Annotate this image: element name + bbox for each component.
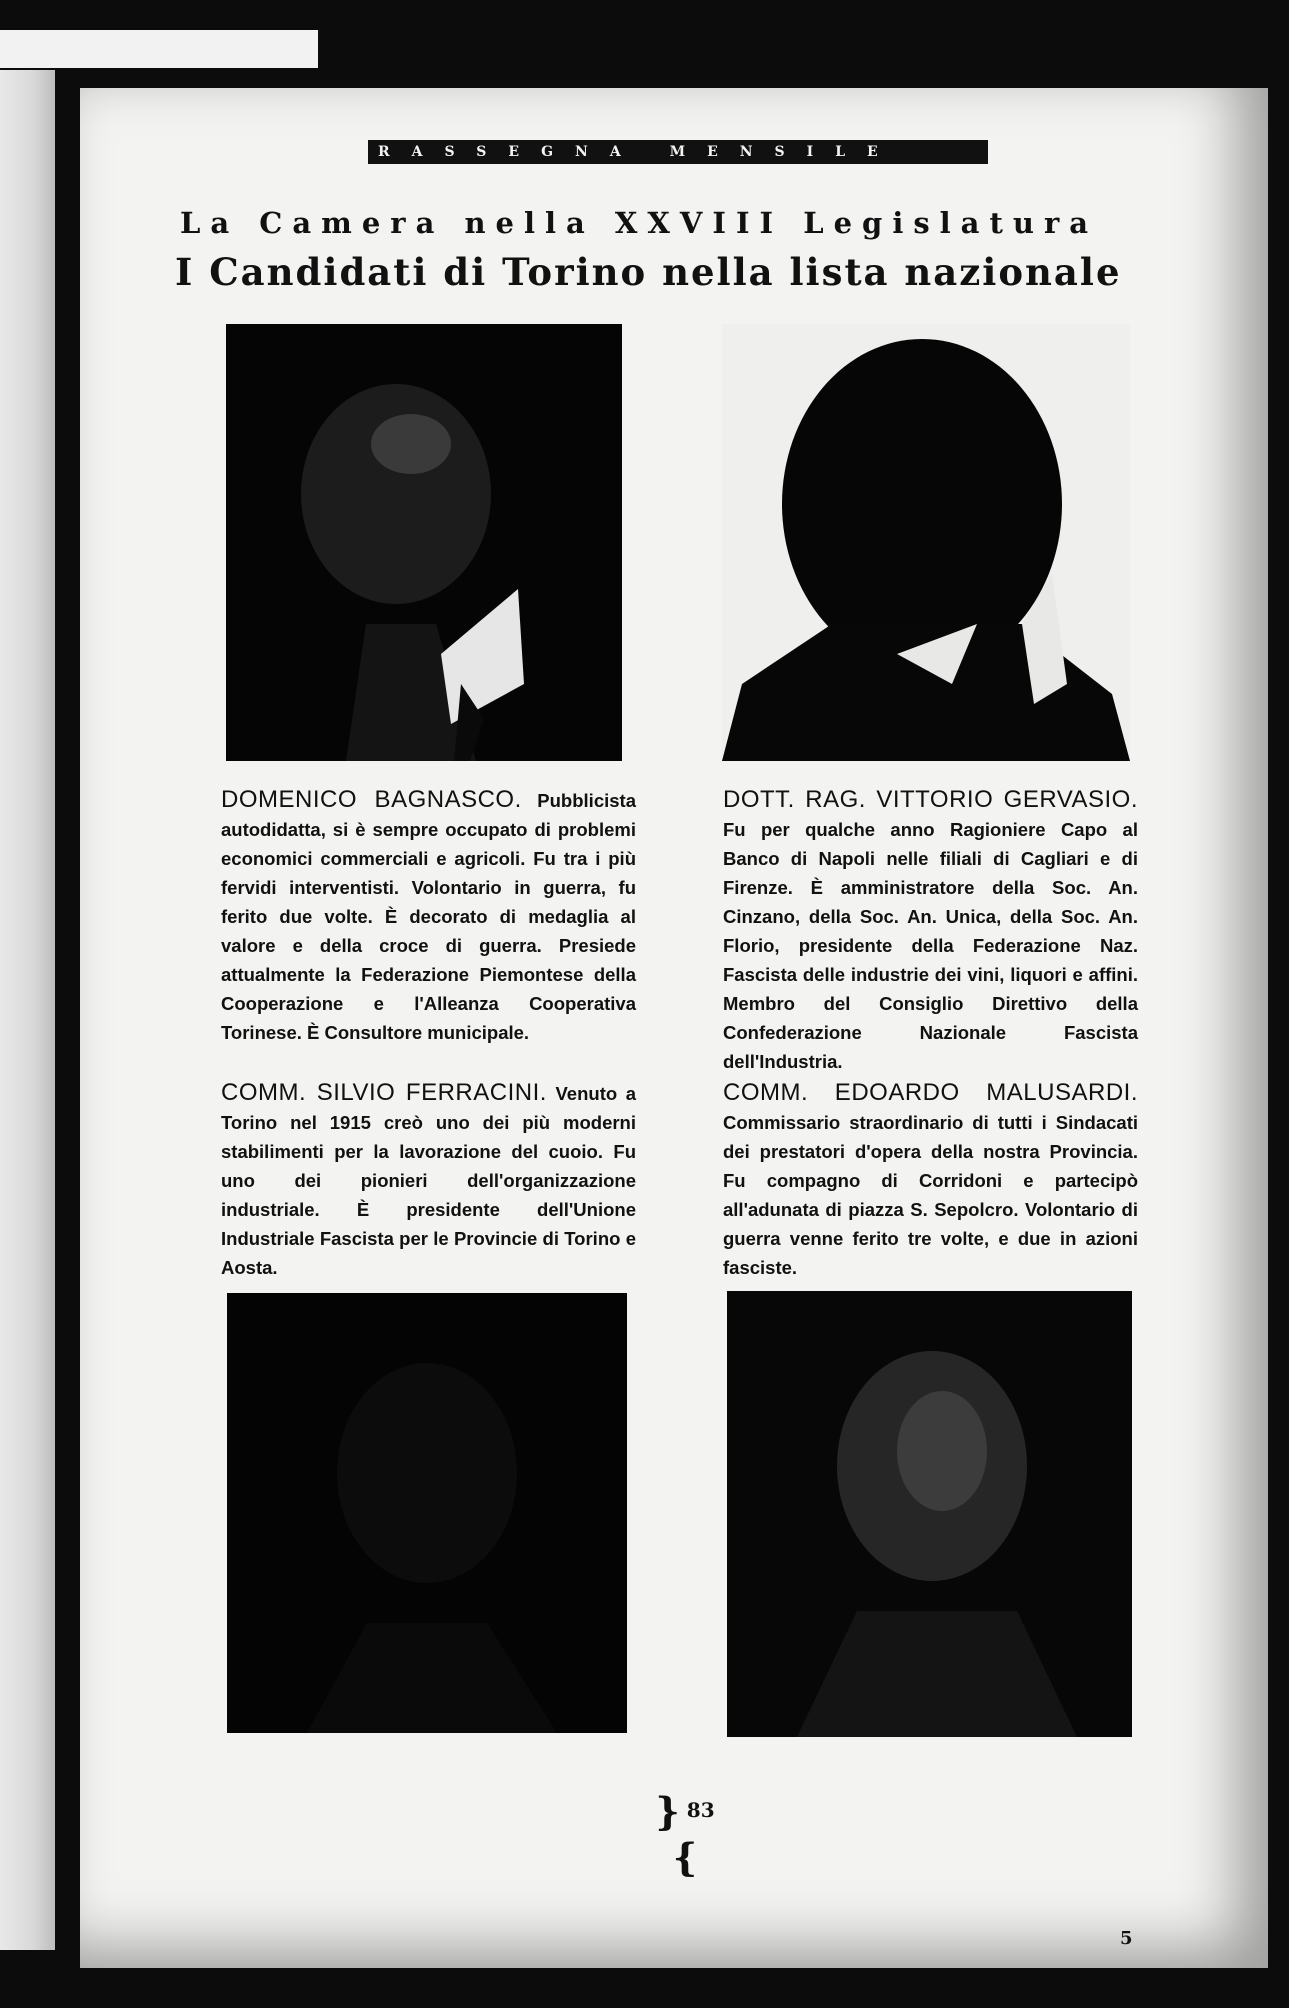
scan-border xyxy=(0,30,318,68)
candidate-bio: Commissario straordinario di tutti i Sindacati dei prestatori d'opera della nostra Provincia. Fu compagno di Corridoni e partecipò all'adunata di piazza S. Sepolcro. Volontario di guerra venne ferito tre volte, e due in azioni fasciste. xyxy=(723,1112,1138,1278)
left-page-edge xyxy=(0,70,55,1950)
portrait-photo-malusardi xyxy=(727,1291,1132,1737)
masthead xyxy=(368,140,988,164)
bio-gervasio xyxy=(723,785,1138,1076)
left-ornament: } xyxy=(655,1788,680,1834)
masthead-label: RASSEGNA MENSILE xyxy=(378,144,900,160)
portrait-photo-bagnasco xyxy=(226,324,622,761)
right-ornament: { xyxy=(672,1834,698,1879)
section-kicker: La Camera nella XXVIII Legislatura xyxy=(180,206,1099,240)
candidate-name: DOMENICO BAGNASCO. xyxy=(221,786,522,813)
candidate-bio: Fu per qualche anno Ragioniere Capo al Banco di Napoli nelle filiali di Cagliari e di Firenze. È amministratore della Soc. An. Cinzano, della Soc. An. Unica, della Soc. An. Florio, presidente della Federazione Naz. Fascista delle industrie dei vini, liquori e affini. Membro del Consiglio Direttivo della Confederazione Nazionale Fascista dell'Industria. xyxy=(723,819,1138,1072)
candidate-name: COMM. SILVIO FERRACINI. xyxy=(221,1079,547,1106)
magazine-page xyxy=(80,88,1268,1968)
candidate-bio: Venuto a Torino nel 1915 creò uno dei più moderni stabilimenti per la lavorazione del cuoio. Fu uno dei pionieri dell'organizzazione industriale. È presidente dell'Unione Industriale Fascista per le Provincie di Torino e Aosta. xyxy=(221,1083,636,1278)
candidate-name: COMM. EDOARDO MALUSARDI. xyxy=(723,1079,1138,1106)
portrait-photo-ferracini xyxy=(227,1293,627,1733)
portrait-photo-gervasio xyxy=(722,324,1130,761)
page-title: I Candidati di Torino nella lista nazionale xyxy=(175,250,1122,294)
signature-mark: 5 xyxy=(1120,1928,1133,1949)
candidate-bio: Pubblicista autodidatta, si è sempre occupato di problemi economici commerciali e agricoli. Fu tra i più fervidi interventisti. Volontario in guerra, fu ferito due volte. È decorato di medaglia al valore e della croce di guerra. Presiede attualmente la Federazione Piemontese della Cooperazione e l'Alleanza Cooperativa Torinese. È Consultore municipale. xyxy=(221,790,636,1043)
page-number-value: 83 xyxy=(686,1798,715,1822)
page-number xyxy=(640,1788,730,1879)
bio-bagnasco xyxy=(221,785,636,1047)
bio-malusardi xyxy=(723,1078,1138,1282)
bio-ferracini xyxy=(221,1078,636,1282)
candidate-name: DOTT. RAG. VITTORIO GERVASIO. xyxy=(723,786,1138,813)
